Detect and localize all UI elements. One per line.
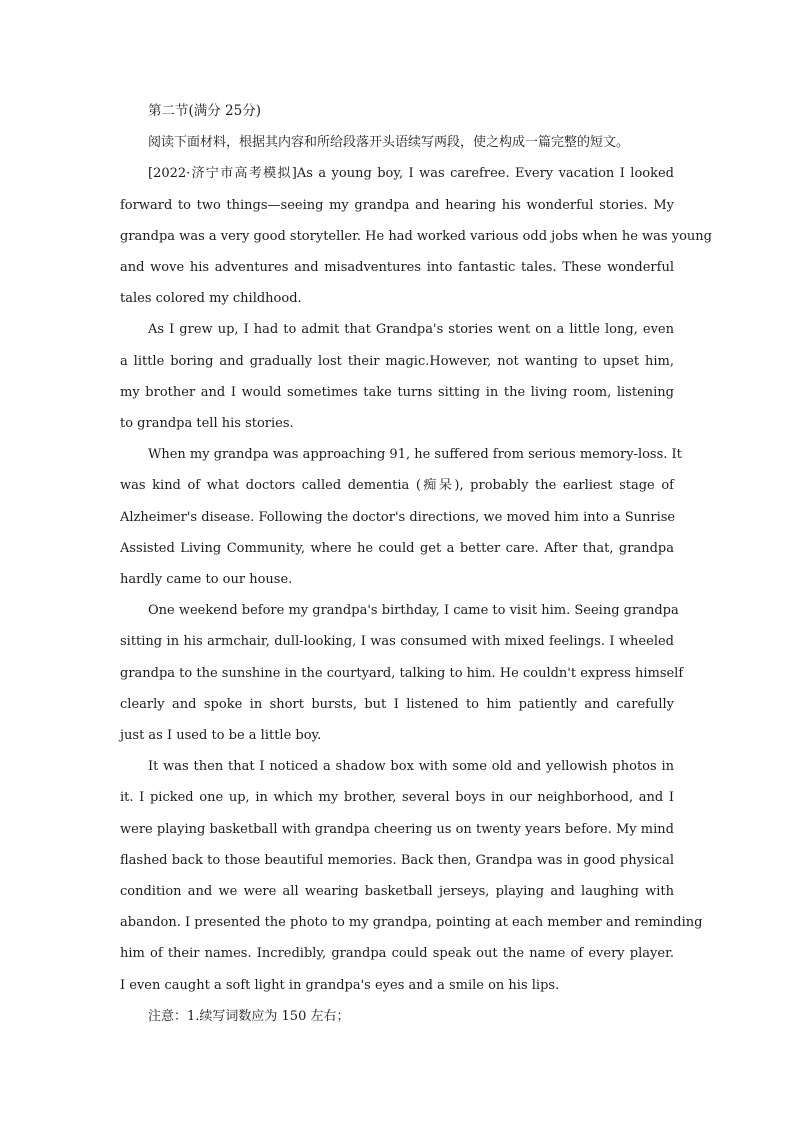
paragraph-line: just as I used to be a little boy. [120,728,322,744]
paragraph-3 [120,439,682,595]
paragraph-line: It was then that I noticed a shadow box with some old and yellowish photos in [148,759,674,775]
paragraph-5 [120,751,703,1001]
paragraph-line: As I grew up, I had to admit that Grandpa's stories went on a little long, even [148,322,674,338]
paragraph-line: When my grandpa was approaching 91, he suffered from serious memory-loss. It [148,447,682,463]
paragraph-line: [2022·济宁市高考模拟]As a young boy, I was carefree. Every vacation I looked [148,166,674,182]
paragraph-line: it. I picked one up, in which my brother, several boys in our neighborhood, and I [120,790,674,806]
note-text: 注意：1.续写词数应为 150 左右； [148,1008,350,1024]
paragraph-line: abandon. I presented the photo to my grandpa, pointing at each member and reminding [120,915,703,931]
paragraph-line: and wove his adventures and misadventures into fantastic tales. These wonderful [120,260,674,276]
paragraph-4 [120,595,684,751]
paragraph-line: him of their names. Incredibly, grandpa could speak out the name of every player. [120,946,674,962]
paragraph-line: One weekend before my grandpa's birthday, I came to visit him. Seeing grandpa [148,603,679,619]
paragraph-line: hardly came to our house. [120,572,293,588]
paragraph-line: were playing basketball with grandpa cheering us on twenty years before. My mind [120,821,674,837]
paragraph-line: condition and we were all wearing basketball jerseys, playing and laughing with [120,884,674,900]
paragraph-line: clearly and spoke in short bursts, but I listened to him patiently and carefully [120,696,674,712]
paragraph-1 [120,158,712,314]
paragraph-line: I even caught a soft light in grandpa's eyes and a smile on his lips. [120,977,560,993]
instruction-text: 阅读下面材料，根据其内容和所给段落开头语续写两段，使之构成一篇完整的短文。 [148,135,630,151]
section-title: 第二节(满分 25分) [148,103,262,119]
paragraph-line: Assisted Living Community, where he could get a better care. After that, grandpa [120,540,674,556]
paragraph-line: sitting in his armchair, dull-looking, I was consumed with mixed feelings. I wheeled [120,634,674,650]
document-page [120,96,712,1032]
paragraph-line: was kind of what doctors called dementia (痴呆), probably the earliest stage of [120,478,674,494]
paragraph-line: Alzheimer's disease. Following the doctor's directions, we moved him into a Sunrise [120,509,676,525]
paragraph-line: forward to two things—seeing my grandpa and hearing his wonderful stories. My [120,197,674,213]
paragraph-line: a little boring and gradually lost their magic.However, not wanting to upset him, [120,353,674,369]
paragraph-line: grandpa to the sunshine in the courtyard, talking to him. He couldn't express himself [120,665,684,681]
paragraph-line: tales colored my childhood. [120,291,302,307]
paragraph-line: grandpa was a very good storyteller. He had worked various odd jobs when he was young [120,228,712,244]
paragraph-2 [120,314,674,439]
paragraph-line: flashed back to those beautiful memories. Back then, Grandpa was in good physical [120,852,674,868]
paragraph-line: my brother and I would sometimes take turns sitting in the living room, listening [120,384,674,400]
paragraph-line: to grandpa tell his stories. [120,416,294,432]
